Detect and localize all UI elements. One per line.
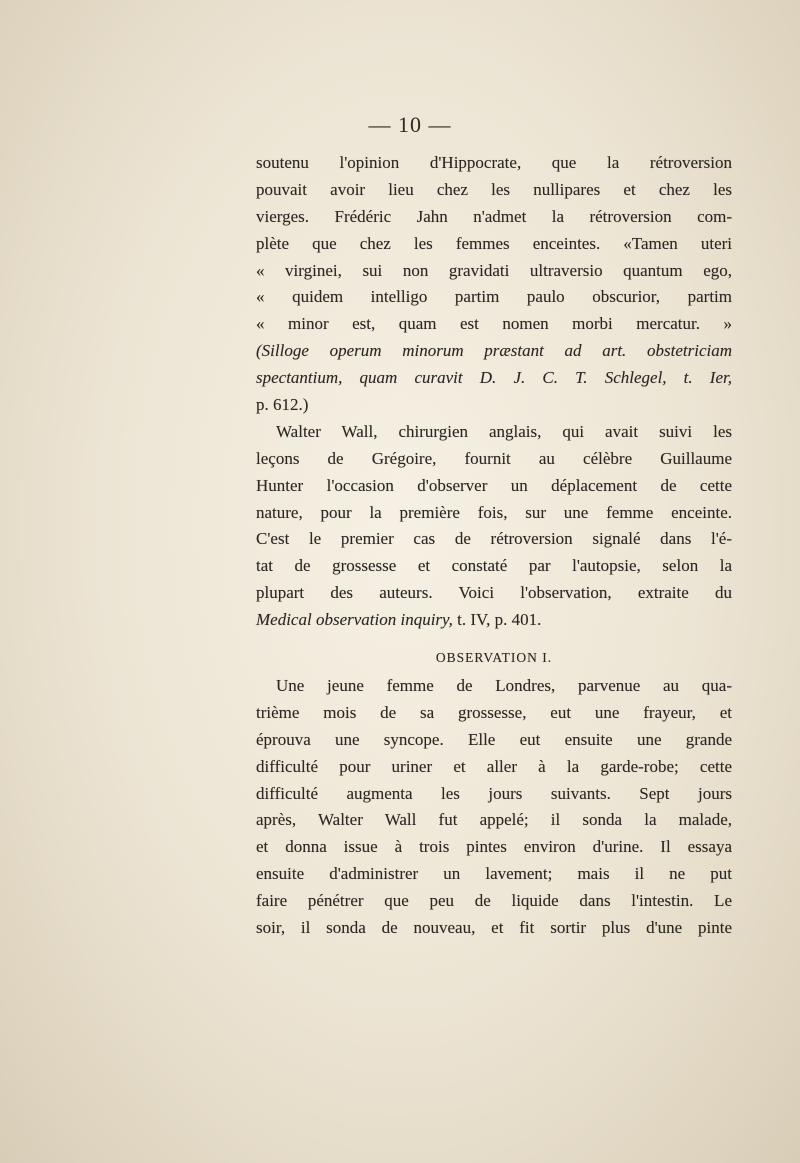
text-line: nature, pour la première fois, sur une femme enceinte. xyxy=(256,502,732,522)
text-line: éprouva une syncope. Elle eut ensuite une grande xyxy=(256,729,732,749)
text-line: trième mois de sa grossesse, eut une frayeur, et xyxy=(256,702,732,722)
observation-heading: OBSERVATION I. xyxy=(435,650,553,666)
text-line: « minor est, quam est nomen morbi mercatur. » xyxy=(256,314,732,334)
text-line: Une jeune femme de Londres, parvenue au qua- xyxy=(276,676,732,696)
text-line: tat de grossesse et constaté par l'autopsie, selon la xyxy=(256,556,732,576)
text-line: et donna issue à trois pintes environ d'urine. Il essaya xyxy=(256,837,732,857)
citation-line: (Silloge operum minorum præstant ad art. obstetriciam xyxy=(256,341,732,361)
text-line: Walter Wall, chirurgien anglais, qui avait suivi les xyxy=(276,421,732,441)
text-line: après, Walter Wall fut appelé; il sonda la malade, xyxy=(256,810,732,830)
text-line: Hunter l'occasion d'observer un déplacement de cette xyxy=(256,475,732,495)
text-line: « virginei, sui non gravidati ultraversio quantum ego, xyxy=(256,260,732,280)
text-line: p. 612.) xyxy=(256,395,309,415)
text-line: difficulté augmenta les jours suivants. Sept jours xyxy=(256,783,732,803)
page-body xyxy=(256,150,732,942)
text-line xyxy=(256,607,732,634)
source-title: Medical observation inquiry, xyxy=(256,610,453,630)
text-line: plète que chez les femmes enceintes. «Tamen uteri xyxy=(256,233,732,253)
text-line: ensuite d'administrer un lavement; mais il ne put xyxy=(256,864,732,884)
text-line: leçons de Grégoire, fournit au célèbre Guillaume xyxy=(256,448,732,468)
text-line: soir, il sonda de nouveau, et fit sortir plus d'une pinte xyxy=(256,918,732,938)
paragraph-2 xyxy=(256,419,732,634)
paragraph-3 xyxy=(256,673,732,942)
text-line: C'est le premier cas de rétroversion signalé dans l'é- xyxy=(256,529,732,549)
citation-line: spectantium, quam curavit D. J. C. T. Schlegel, t. Ier, xyxy=(256,368,732,388)
text-line: faire pénétrer que peu de liquide dans l'intestin. Le xyxy=(256,891,732,911)
paragraph-1 xyxy=(256,150,732,419)
text-line: soutenu l'opinion d'Hippocrate, que la rétroversion xyxy=(256,153,732,172)
source-reference: t. IV, p. 401. xyxy=(452,610,542,630)
text-line: difficulté pour uriner et aller à la garde-robe; cette xyxy=(256,756,732,776)
text-line: vierges. Frédéric Jahn n'admet la rétroversion com- xyxy=(256,206,732,226)
text-line: plupart des auteurs. Voici l'observation, extraite du xyxy=(256,583,732,603)
page-number: — 10 — xyxy=(368,112,452,137)
text-line: « quidem intelligo partim paulo obscurior, partim xyxy=(256,287,732,307)
text-line: pouvait avoir lieu chez les nullipares et chez les xyxy=(256,179,732,199)
